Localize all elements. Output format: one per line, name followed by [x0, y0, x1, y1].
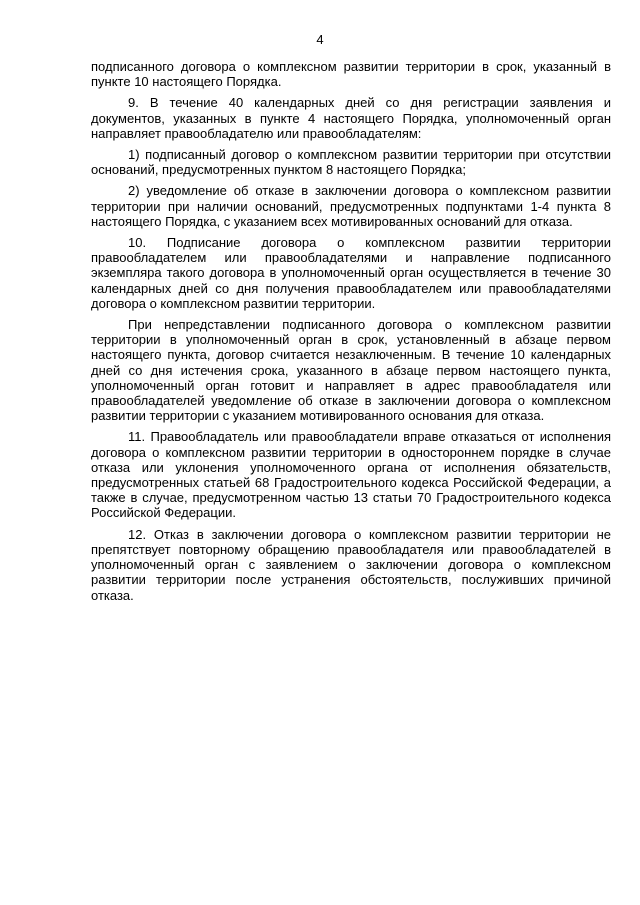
paragraph-clause-10: 10. Подписание договора о комплексном развитии территории правообладателем или правообладателями и направление подписанного экземпляра такого договора в уполномоченный орган осуществляется в течение 30 календарных дней со дня получения правообладателем или правообладателями договора о комплексном развитии территории. — [91, 235, 611, 311]
paragraph-clause-9-item-2: 2) уведомление об отказе в заключении договора о комплексном развитии территории при наличии оснований, предусмотренных подпунктами 1-4 пункта 8 настоящего Порядка, с указанием всех мотивированных оснований для отказа. — [91, 183, 611, 229]
page-number: 4 — [316, 32, 324, 47]
paragraph-continuation: подписанного договора о комплексном развитии территории в срок, указанный в пункте 10 настоящего Порядка. — [91, 59, 611, 90]
paragraph-clause-9: 9. В течение 40 календарных дней со дня регистрации заявления и документов, указанных в пункте 4 настоящего Порядка, уполномоченный орган направляет правообладателю или правообладателям: — [91, 95, 611, 141]
paragraph-clause-10-second: При непредставлении подписанного договора о комплексном развитии территории в уполномоченный орган в срок, установленный в абзаце первом настоящего пункта, договор считается незаключенным. В течение 10 календарных дней со дня истечения срока, указанного в абзаце первом настоящего пункта, уполномоченный орган готовит и направляет в адрес правообладателя или правообладателей уведомление об отказе в заключении договора о комплексном развитии территории с указанием мотивированного основания для отказа. — [91, 317, 611, 424]
paragraph-clause-11: 11. Правообладатель или правообладатели вправе отказаться от исполнения договора о комплексном развитии территории в одностороннем порядке в случае отказа или уклонения уполномоченного органа от исполнения обязательств, предусмотренных статьей 68 Градостроительного кодекса Российской Федерации, а также в случае, предусмотренном частью 13 статьи 70 Градостроительного кодекса Российской Федерации. — [91, 429, 611, 521]
paragraph-clause-9-item-1: 1) подписанный договор о комплексном развитии территории при отсутствии оснований, предусмотренных пунктом 8 настоящего Порядка; — [91, 147, 611, 178]
document-body — [91, 59, 611, 609]
paragraph-clause-12: 12. Отказ в заключении договора о комплексном развитии территории не препятствует повторному обращению правообладателя или правообладателей в уполномоченный орган с заявлением о заключении договора о комплексном развитии территории после устранения обстоятельств, послуживших причиной отказа. — [91, 526, 611, 603]
